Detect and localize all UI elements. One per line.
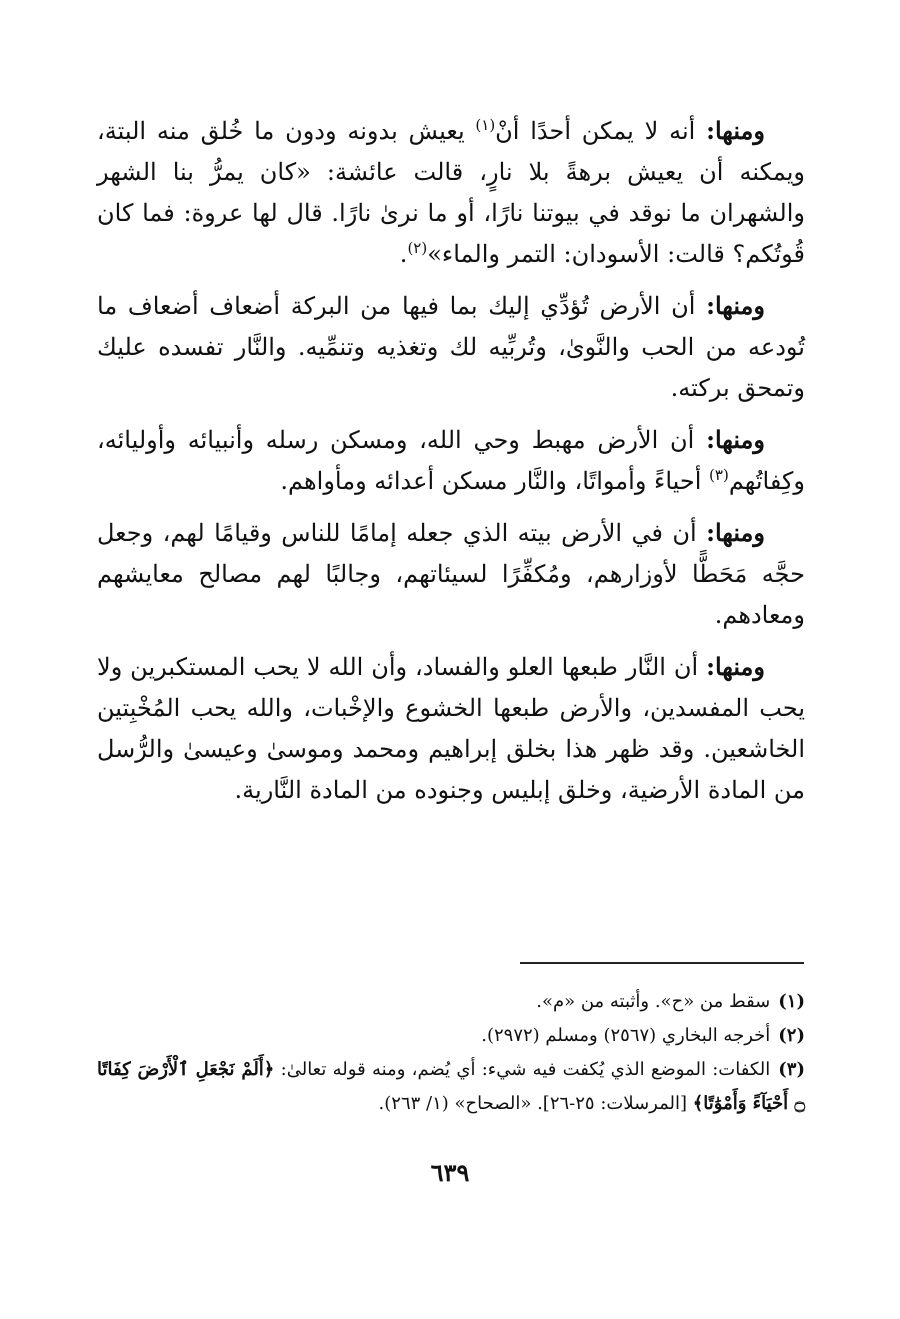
footnote-text: [المرسلات: ٢٥-٢٦]. «الصحاح» (١/ ٢٦٣). — [378, 1093, 693, 1114]
paragraph-text: . — [399, 240, 408, 268]
paragraph-text: أحياءً وأمواتًا، والنَّار مسكن أعدائه ومأواهم. — [280, 467, 710, 495]
footnote-ref-1: (١) — [475, 116, 496, 134]
footnote-3 — [97, 1053, 805, 1121]
paragraph-5 — [97, 646, 805, 811]
paragraph-text: أن النَّار طبعها العلو والفساد، وأن الله لا يحب المستكبرين ولا يحب المفسدين، والأرض طبعها الخشوع والإخْبات، والله يحب المُخْبِتين الخاشعين. وقد ظهر هذا بخلق إبراهيم ومحمد وموسىٰ وعيسىٰ والرُّسل من المادة الأرضية، وخلق إبليس وجنوده من المادة النَّارية. — [97, 653, 805, 804]
paragraph-1 — [97, 110, 805, 275]
paragraph-text: أن في الأرض بيته الذي جعله إمامًا للناس وقيامًا لهم، وجعل حجَّه مَحَطًّا لأوزارهم، ومُكفِّرًا لسيئاتهم، وجالبًا لهم مصالح معايشهم ومعادهم. — [97, 519, 805, 629]
paragraph-lead: ومنها: — [706, 518, 765, 547]
footnote-text: سقط من «ح». وأثبته من «م». — [536, 991, 771, 1012]
footnote-ref-2: (٢) — [407, 239, 428, 257]
quran-verse: ﴿أَلَمْ نَجْعَلِ ٱلْأَرْضَ كِفَاتًا ۝ أَحْيَآءً وَأَمْوَٰتًا﴾ — [97, 1059, 805, 1114]
paragraph-text: أن الأرض مهبط وحي الله، ومسكن رسله وأنبيائه وأوليائه، وكِفاتُهم — [97, 426, 805, 495]
paragraph-text: يعيش بدونه ودون ما خُلق منه البتة، ويمكنه أن يعيش برهةً بلا نارٍ، قالت عائشة: «كان يمرُّ بنا الشهر والشهران ما نوقد في بيوتنا نارًا، أو ما نرىٰ نارًا. قال لها عروة: فما كان قُوتُكم؟ قالت: الأسودان: التمر والماء» — [97, 117, 805, 268]
paragraph-text: أن الأرض تُؤدِّي إليك بما فيها من البركة أضعاف أضعاف ما تُودعه من الحب والنَّوىٰ، وتُربِّيه لك وتغذيه وتنمِّيه. والنَّار تفسده عليك وتمحق بركته. — [97, 292, 805, 402]
footnote-text: أخرجه البخاري (٢٥٦٧) ومسلم (٢٩٧٢). — [481, 1025, 771, 1046]
paragraph-text: أنه لا يمكن أحدًا أنْ — [495, 117, 696, 145]
page-number: ٦٣٩ — [430, 1158, 470, 1187]
paragraph-lead: ومنها: — [706, 291, 765, 320]
footnote-ref-3: (٣) — [709, 466, 729, 484]
paragraph-4 — [97, 512, 805, 636]
paragraph-lead: ومنها: — [706, 116, 765, 145]
footnote-number: (٣) — [778, 1059, 805, 1080]
paragraph-lead: ومنها: — [706, 652, 765, 681]
footnote-number: (٢) — [778, 1025, 805, 1046]
footnote-number: (١) — [778, 991, 805, 1012]
paragraph-3 — [97, 419, 805, 502]
paragraph-2 — [97, 285, 805, 409]
footnote-2 — [97, 1019, 805, 1053]
main-text — [97, 110, 805, 821]
footnotes — [97, 985, 805, 1121]
footnote-divider — [520, 962, 804, 964]
footnote-text: الكفات: الموضع الذي يُكفت فيه شيء: أي يُضم، ومنه قوله تعالىٰ: — [274, 1059, 771, 1080]
paragraph-lead: ومنها: — [706, 425, 765, 454]
footnote-1 — [97, 985, 805, 1019]
